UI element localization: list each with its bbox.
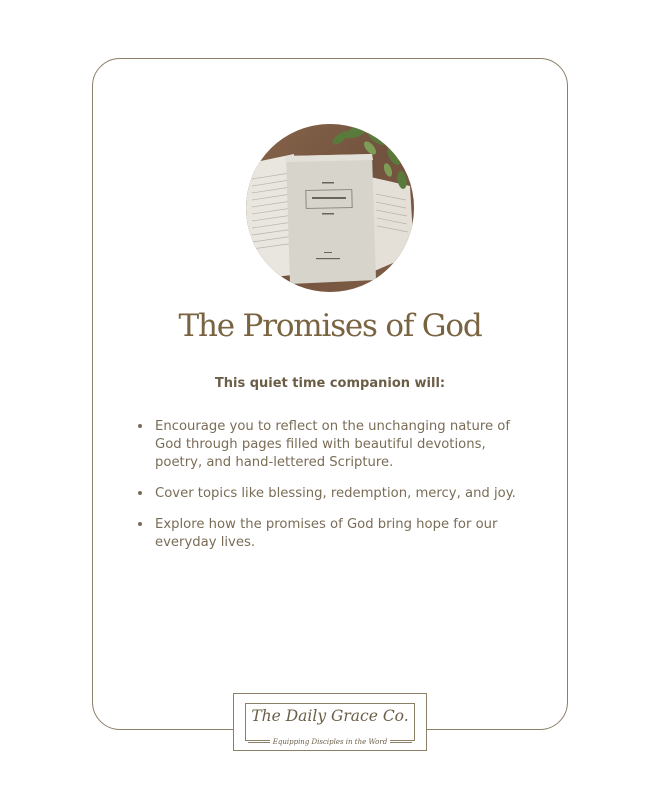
brand-tagline: Equipping Disciples in the Word — [270, 738, 390, 746]
brand-name: The Daily Grace Co. — [251, 707, 409, 725]
brand-tagline-row — [246, 738, 414, 746]
product-photo — [246, 124, 414, 292]
list-item — [136, 485, 516, 503]
logo-frame — [245, 703, 415, 746]
bullet-dot-icon — [138, 522, 142, 526]
bullet-dot-icon — [138, 491, 142, 495]
list-item — [136, 418, 516, 472]
list-item — [136, 516, 516, 552]
divider — [390, 742, 412, 743]
divider — [248, 742, 270, 743]
list-item-text: Explore how the promises of God bring hope for our everyday lives. — [155, 517, 498, 550]
subtitle: This quiet time companion will: — [214, 376, 446, 391]
list-item-text: Cover topics like blessing, redemption, mercy, and joy. — [155, 486, 516, 501]
bullet-dot-icon — [138, 424, 142, 428]
book-photo-image — [246, 124, 414, 292]
page-title: The Promises of God — [178, 308, 482, 344]
feature-list — [136, 418, 516, 565]
brand-logo — [233, 693, 427, 751]
list-item-text: Encourage you to reflect on the unchanging nature of God through pages filled with beautiful devotions, poetry, and hand-lettered Scripture. — [155, 419, 510, 470]
